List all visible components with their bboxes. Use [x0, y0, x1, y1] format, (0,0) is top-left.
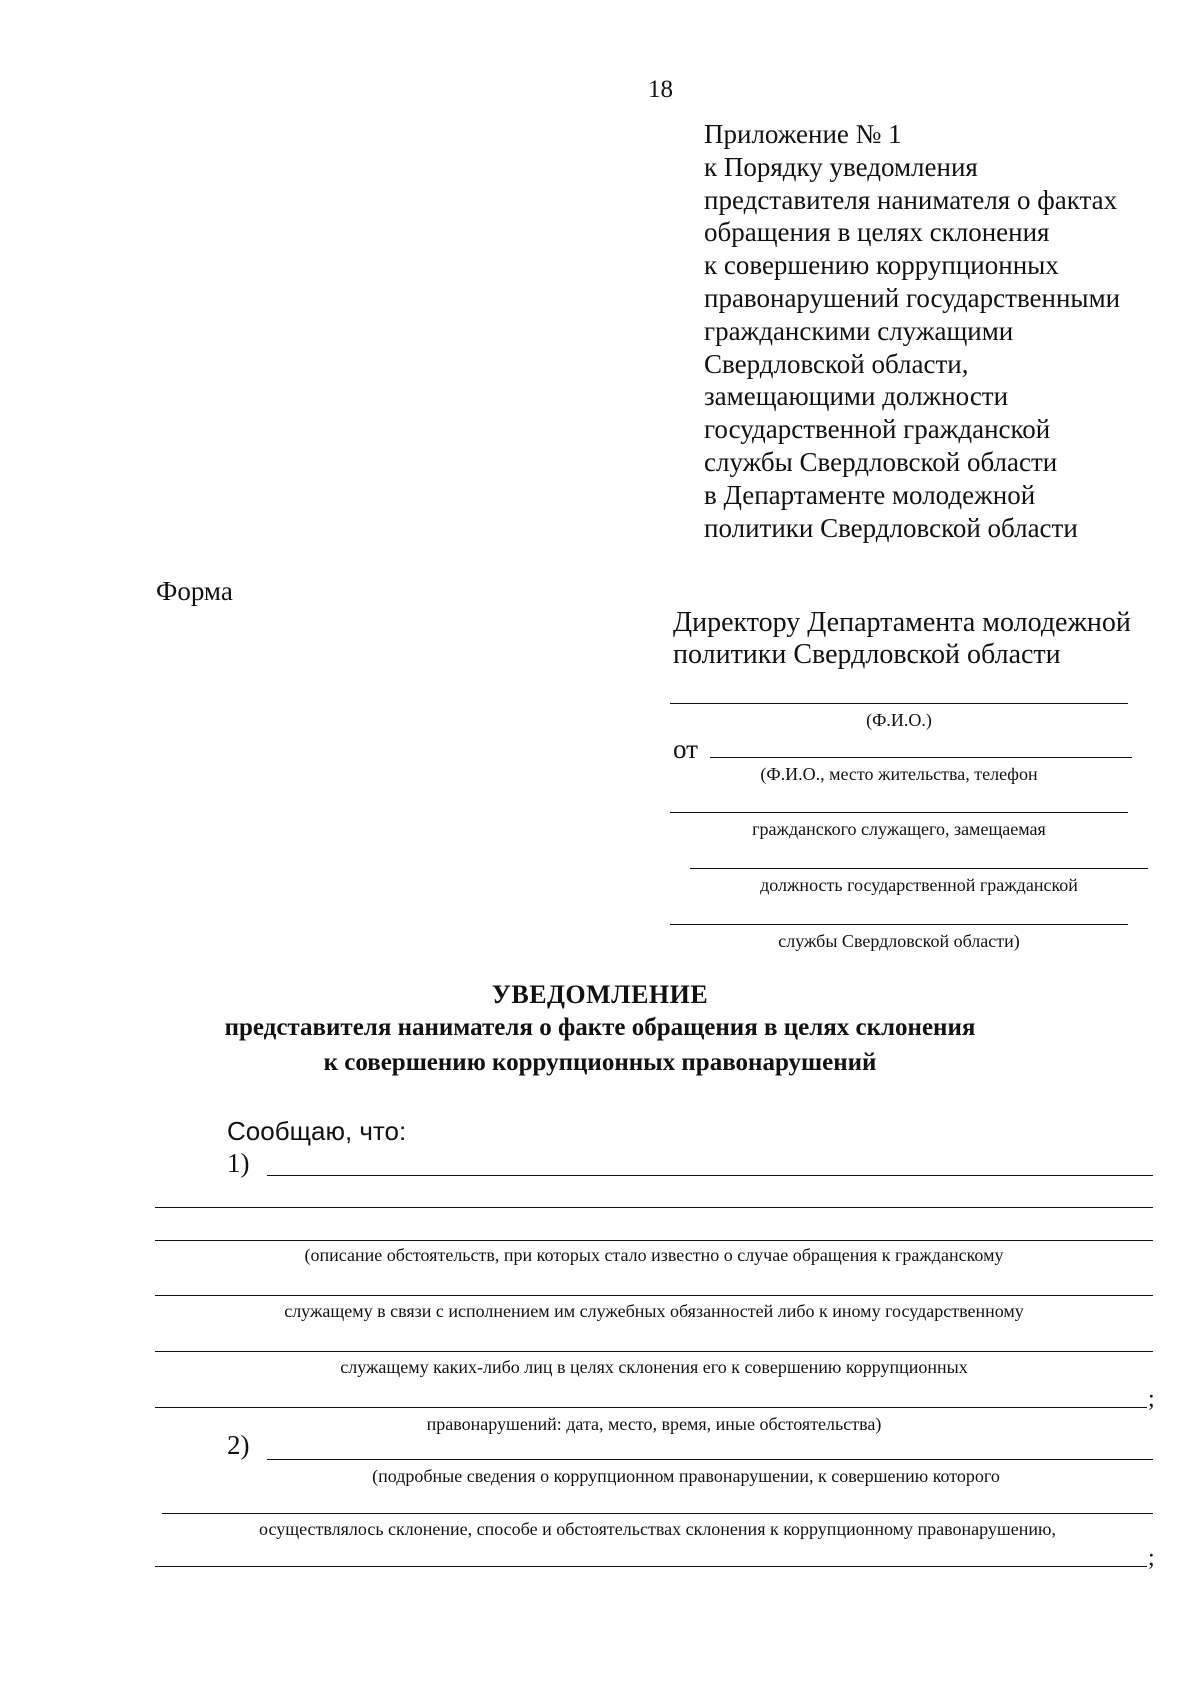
appendix-line: замещающими должности	[704, 381, 1009, 412]
item1-line[interactable]	[155, 1207, 1153, 1208]
appendix-line: Свердловской области,	[704, 348, 969, 379]
from-caption: гражданского служащего, замещаемая	[752, 819, 1046, 839]
item2-caption: (подробные сведения о коррупционном правонарушении, к совершению которого	[372, 1466, 1000, 1486]
from-caption: должность государственной гражданской	[760, 875, 1078, 895]
appendix-line: в Департаменте молодежной	[704, 479, 1036, 510]
appendix-line: представителя нанимателя о фактах	[704, 184, 1118, 215]
item2-caption: осуществлялось склонение, способе и обстоятельствах склонения к коррупционному правонарушению,	[259, 1519, 1056, 1539]
notification-title: УВЕДОМЛЕНИЕ	[491, 980, 709, 1009]
item2-line[interactable]	[267, 1459, 1153, 1460]
appendix-line: обращения в целях склонения	[704, 217, 1050, 248]
notification-subtitle: представителя нанимателя о факте обращения в целях склонения	[224, 1014, 976, 1041]
item2-line[interactable]	[155, 1566, 1147, 1567]
appendix-block	[704, 118, 1120, 544]
from-caption: (Ф.И.О., место жительства, телефон	[760, 764, 1038, 784]
item-number: 1)	[227, 1148, 250, 1178]
semicolon: ;	[1148, 1545, 1155, 1571]
item1-line[interactable]	[155, 1240, 1153, 1241]
item-number: 2)	[227, 1430, 250, 1460]
from-line-3[interactable]	[690, 868, 1148, 869]
appendix-line: гражданскими служащими	[704, 315, 1014, 346]
addressee-line: Директору Департамента молодежной	[673, 607, 1131, 638]
appendix-line: службы Свердловской области	[704, 446, 1058, 477]
form-label: Форма	[156, 576, 233, 606]
addressee-block	[673, 607, 1131, 671]
notification-subtitle: к совершению коррупционных правонарушений	[323, 1049, 877, 1076]
appendix-line: к совершению коррупционных	[704, 250, 1059, 281]
item1-caption: служащему в связи с исполнением им служебных обязанностей либо к иному государственному	[284, 1301, 1024, 1321]
item1-caption: (описание обстоятельств, при которых стало известно о случае обращения к гражданскому	[304, 1245, 1004, 1265]
page-number: 18	[648, 76, 673, 103]
appendix-line: государственной гражданской	[704, 414, 1051, 445]
semicolon: ;	[1148, 1386, 1155, 1412]
from-line-2[interactable]	[670, 812, 1128, 813]
appendix-line: политики Свердловской области	[704, 512, 1078, 543]
fio-line[interactable]	[670, 703, 1128, 704]
item2-line[interactable]	[162, 1513, 1153, 1514]
from-line-4[interactable]	[670, 924, 1128, 925]
from-caption: службы Свердловской области)	[778, 931, 1020, 951]
addressee-line: политики Свердловской области	[673, 639, 1061, 670]
from-label: от	[673, 734, 698, 764]
item1-line[interactable]	[155, 1351, 1153, 1352]
item1-line[interactable]	[155, 1295, 1153, 1296]
item1-line[interactable]	[155, 1407, 1147, 1408]
intro-text: Сообщаю, что:	[227, 1116, 407, 1146]
appendix-line: Приложение № 1	[704, 119, 902, 149]
item1-caption: служащему каких-либо лиц в целях склонения его к совершению коррупционных	[340, 1357, 968, 1377]
item1-line[interactable]	[267, 1175, 1153, 1176]
item1-caption: правонарушений: дата, место, время, иные обстоятельства)	[426, 1414, 882, 1434]
fio-caption: (Ф.И.О.)	[866, 710, 932, 730]
appendix-line: к Порядку уведомления	[704, 151, 978, 182]
from-line[interactable]	[710, 757, 1132, 758]
appendix-line: правонарушений государственными	[704, 282, 1121, 313]
